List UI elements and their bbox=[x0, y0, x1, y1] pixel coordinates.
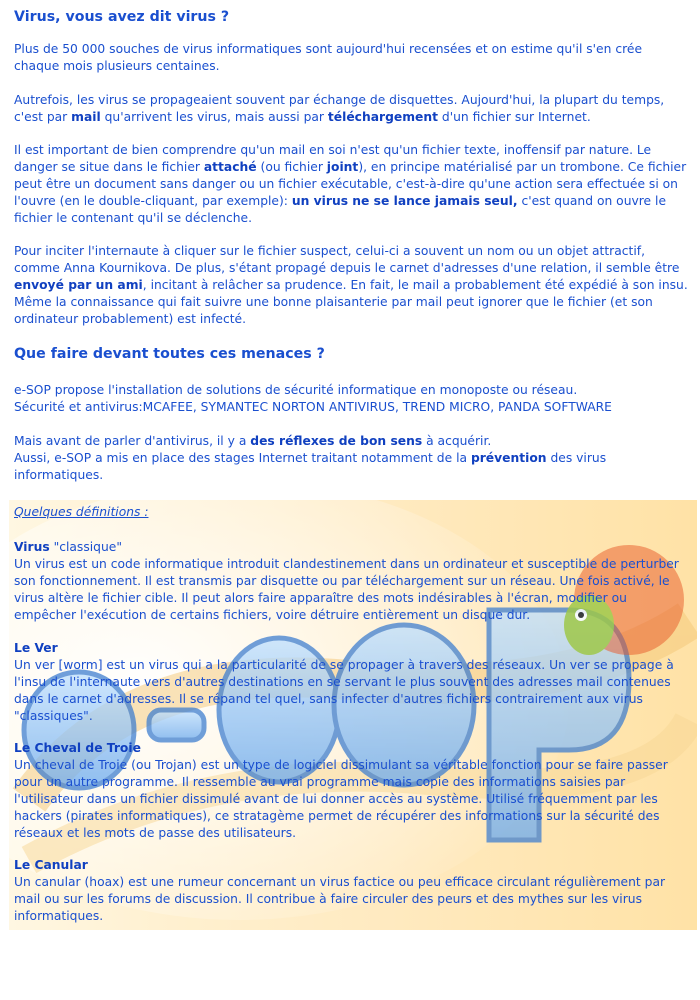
keyword-joint: joint bbox=[326, 160, 359, 174]
definition-cheval-de-troie bbox=[14, 740, 692, 842]
section1-title: Virus, vous avez dit virus ? bbox=[14, 9, 230, 25]
keyword-telechargement: téléchargement bbox=[327, 110, 438, 124]
keyword-reflexes: des réflexes de bon sens bbox=[250, 434, 423, 448]
section2-p1b: Sécurité et antivirus:MCAFEE, SYMANTEC NORTON ANTIVIRUS, TREND MICRO, PANDA SOFTWARE bbox=[14, 400, 612, 414]
section1-p4: Pour inciter l'internaute à cliquer sur le fichier suspect, celui-ci a souvent un nom ou un objet attractif, comme Anna Kournikova. De plus, s'étant propagé depuis le carnet d'adresses d'une relation, il semble être envoyé par un ami, incitant à relâcher sa prudence. En fait, le mail a probablement été expédié à son insu. Même la connaissance qui fait suivre une bonne plaisanterie par mail peut ignorer que le fichier (et son ordinateur probablement) est infecté. bbox=[14, 244, 688, 326]
definition-title: Le Cheval de Troie bbox=[14, 741, 141, 755]
section2-p3: Aussi, e-SOP a mis en place des stages Internet traitant notamment de la prévention des virus informatiques. bbox=[14, 451, 607, 482]
definition-text: Un ver [worm] est un virus qui a la particularité de se propager à travers des réseaux. Un ver se propage à l'insu de l'internaute vers d'autres destinations en se servant le plus souvent des adresses mail contenues dans le carnet d'adresses. Il se répand tel quel, sans infecter d'autres fichiers contrairement aux virus "classiques". bbox=[14, 658, 674, 723]
keyword-envoye-par-un-ami: envoyé par un ami bbox=[14, 278, 143, 292]
definition-title: Le Canular bbox=[14, 858, 88, 872]
definition-ver bbox=[14, 640, 692, 725]
definition-canular bbox=[14, 857, 684, 925]
section2-p1a: e-SOP propose l'installation de solutions de sécurité informatique en monoposte ou réseau. bbox=[14, 383, 578, 397]
keyword-virus-seul: un virus ne se lance jamais seul, bbox=[291, 194, 518, 208]
definition-virus: Virus "classique" Un virus est un code informatique introduit clandestinement dans un ordinateur et susceptible de perturber son fonctionnement. Il est transmis par disquette ou par téléchargement sur un réseau. Une fois activé, le virus altère le fichier cible. Il peut alors faire apparaître des mots indésirables à l'écran, modifier ou empêcher l'exécution de certains fichiers, voire détruire entièrement un disque dur. bbox=[14, 539, 692, 624]
section1-p3: Il est important de bien comprendre qu'un mail en soi n'est qu'un fichier texte, inoffensif par nature. Le danger se situe dans le fichier attaché (ou fichier joint), en principe matérialisé par un trombone. Ce fichier peut être un document sans danger ou un fichier exécutable, c'est-à-dire qu'une action sera effectuée si on l'ouvre (en le double-cliquant, par exemple): un virus ne se lance jamais seul, c'est quand on ouvre le fichier le contenant qu'il se déclenche. bbox=[14, 143, 687, 225]
section2-p2: Mais avant de parler d'antivirus, il y a des réflexes de bon sens à acquérir. bbox=[14, 434, 492, 448]
definition-text: Un canular (hoax) est une rumeur concernant un virus factice ou peu efficace circulant régulièrement par mail ou sur les forums de discussion. Il contribue à faire circuler des peurs et des mythes sur les virus informatiques. bbox=[14, 875, 666, 923]
definition-text: Un cheval de Troie (ou Trojan) est un type de logiciel dissimulant sa véritable fonction pour se faire passer pour un autre programme. Il ressemble au vrai programme mais copie des informations saisies par l'utilisateur dans un fichier dissimulé avant de lui donner accès au système. Utilisé fréquemment par les hackers (pirates informatiques), ce stratagème permet de récupérer des informations sur la sécurité des réseaux et les mots de passe des utilisateurs. bbox=[14, 758, 668, 840]
section2-title: Que faire devant toutes ces menaces ? bbox=[14, 346, 325, 362]
keyword-mail: mail bbox=[71, 110, 101, 124]
keyword-attache: attaché bbox=[203, 160, 257, 174]
section1-p2: Autrefois, les virus se propageaient souvent par échange de disquettes. Aujourd'hui, la plupart du temps, c'est par mail qu'arrivent les virus, mais aussi par téléchargement d'un fichier sur Internet. bbox=[14, 93, 665, 124]
definition-text: Un virus est un code informatique introduit clandestinement dans un ordinateur et susceptible de perturber son fonctionnement. Il est transmis par disquette ou par téléchargement sur un réseau. Une fois activé, le virus altère le fichier cible. Il peut alors faire apparaître des mots indésirables à l'écran, modifier ou empêcher l'exécution de certains fichiers, voire détruire entièrement un disque dur. bbox=[14, 557, 679, 622]
keyword-prevention: prévention bbox=[470, 451, 547, 465]
section1-p1: Plus de 50 000 souches de virus informatiques sont aujourd'hui recensées et on estime qu'il s'en crée chaque mois plusieurs centaines. bbox=[14, 42, 643, 73]
definition-title: Le Ver bbox=[14, 641, 58, 655]
definitions-heading: Quelques définitions : bbox=[14, 505, 149, 519]
definition-title: Virus bbox=[14, 540, 50, 554]
